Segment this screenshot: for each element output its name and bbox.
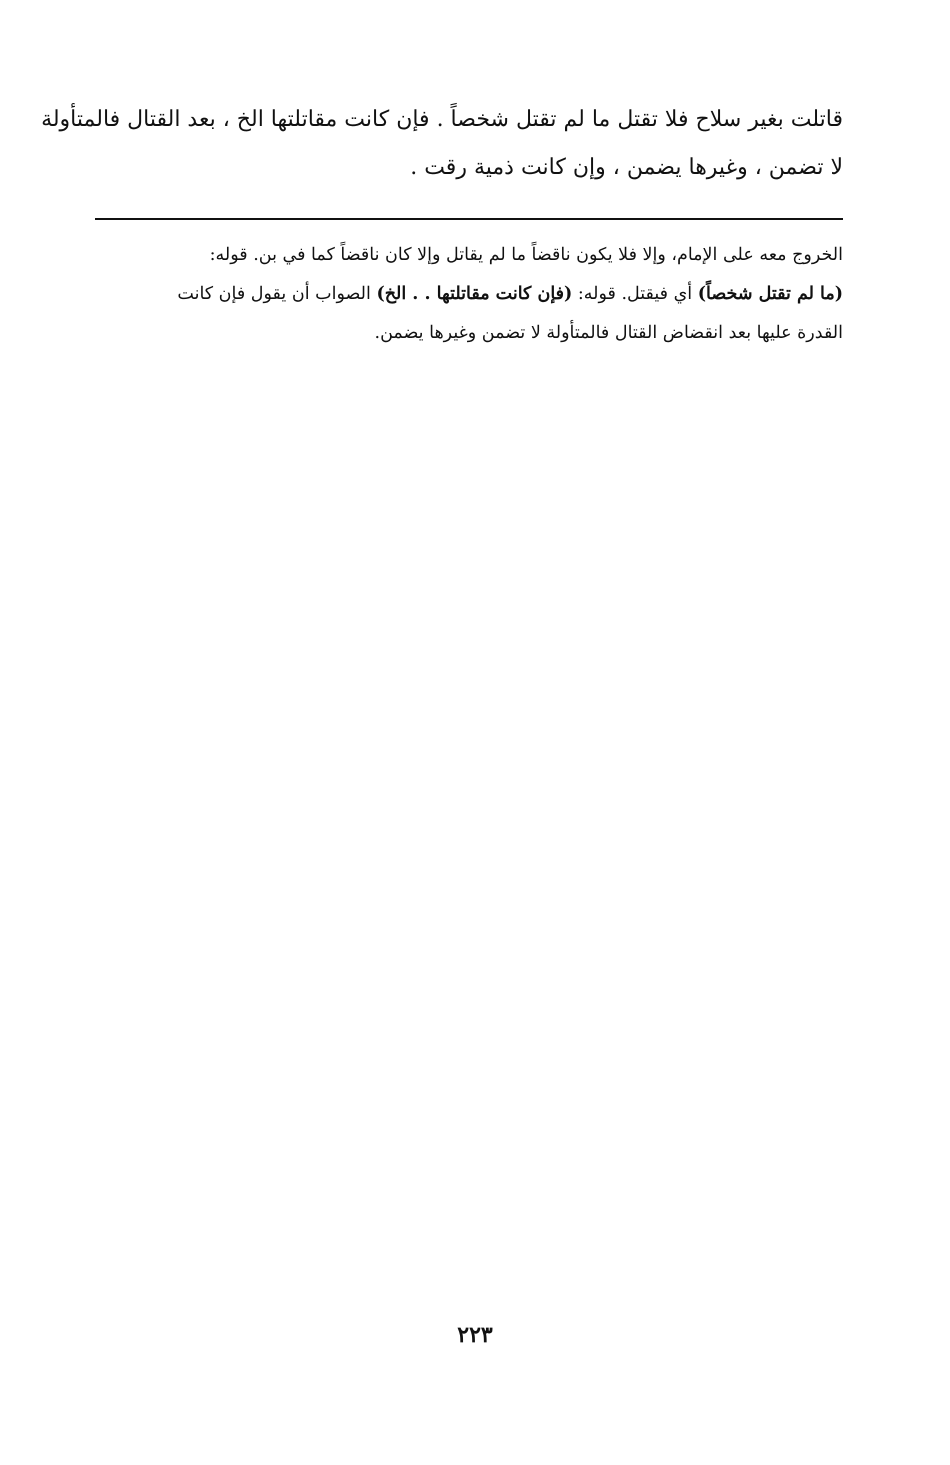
footnote-quote-1: (ما لم تقتل شخصاً) xyxy=(697,284,843,304)
page-number: ٢٢٣ xyxy=(457,1322,493,1348)
main-text-line-2: لا تضمن ، وغيرها يضمن ، وإن كانت ذمية رقت . xyxy=(410,155,843,180)
main-text-line-1: قاتلت بغير سلاح فلا تقتل ما لم تقتل شخصاً . فإن كانت مقاتلتها الخ ، بعد القتال فالمتأولة xyxy=(41,107,843,132)
footnote xyxy=(92,236,843,353)
main-text xyxy=(41,96,843,192)
footnote-quote-2: (فإن كانت مقاتلتها . . الخ) xyxy=(376,284,573,304)
footnote-line-3: القدرة عليها بعد انقضاض القتال فالمتأولة لا تضمن وغيرها يضمن. xyxy=(374,323,843,343)
footnote-line-2 xyxy=(92,275,843,314)
footnote-text-segment-2: الصواب أن يقول فإن كانت xyxy=(177,284,377,304)
footnote-divider xyxy=(95,218,843,220)
footnote-line-1: الخروج معه على الإمام، وإلا فلا يكون ناقضاً ما لم يقاتل وإلا كان ناقضاً كما في بن. قوله: xyxy=(209,245,843,265)
footnote-text-segment-1: أي فيقتل. قوله: xyxy=(572,284,698,304)
